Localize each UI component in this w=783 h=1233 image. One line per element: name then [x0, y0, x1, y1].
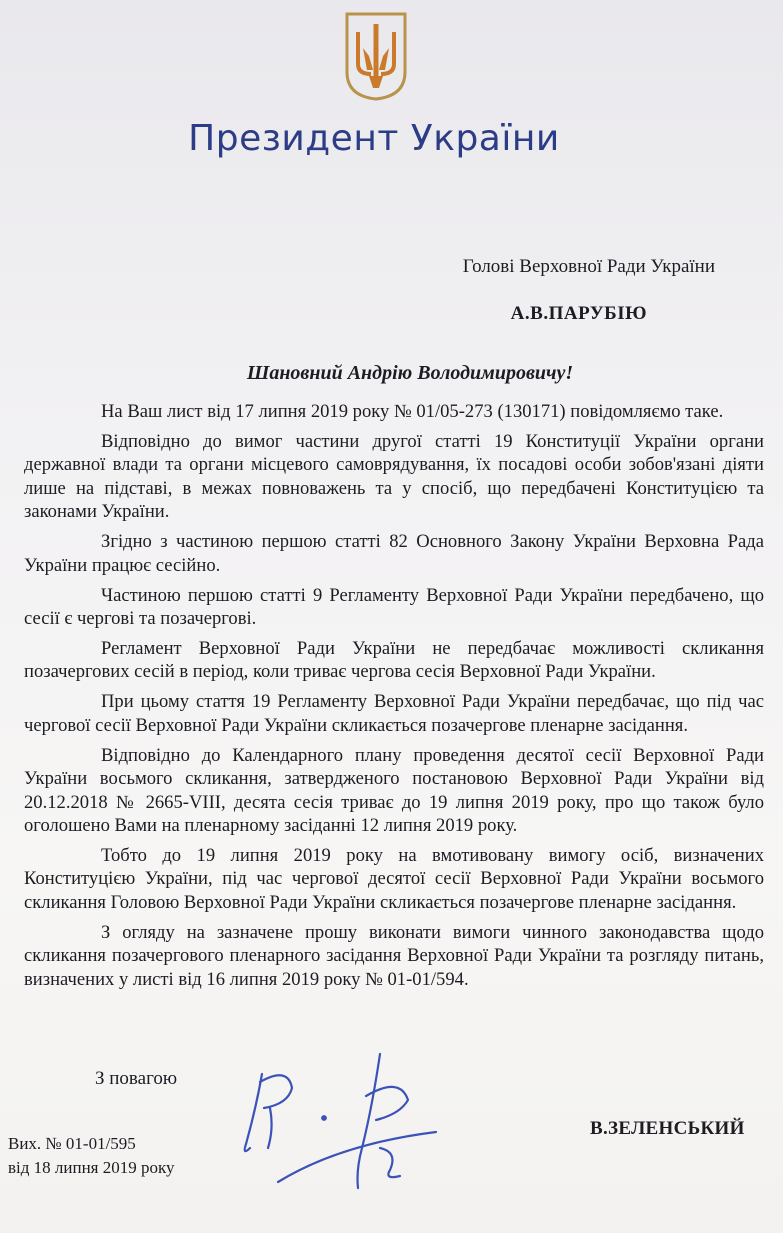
paragraph: Відповідно до вимог частини другої статті 19 Конституції України органи державної влади та органи місцевого самоврядування, їх посадові особи зобов'язані діяти лише на підставі, в межах повноважень та у спосіб, що передбачені Конституцією та законами України. [24, 431, 764, 523]
letterhead-title: Президент України [188, 118, 560, 159]
paragraph: Частиною першою статті 9 Регламенту Верховної Ради України передбачено, що сесії є чергові та позачергові. [24, 584, 764, 630]
paragraph: З огляду на зазначене прошу виконати вимоги чинного законодавства щодо скликання позачергового пленарного засідання Верховної Ради України та розгляду питань, визначених у листі від 16 липня 2019 року № 01-01/594. [24, 921, 764, 990]
handwritten-signature [230, 1048, 450, 1198]
paragraph: Відповідно до Календарного плану проведення десятої сесії Верховної Ради України восьмого скликання, затвердженого постановою Верховної Ради України від 20.12.2018 № 2665-VIII, десята сесія триває до 19 липня 2019 року, про що також було оголошено Вами на пленарному засіданні 12 липня 2019 року. [24, 744, 764, 837]
paragraph: Тобто до 19 липня 2019 року на вмотивовану вимогу осіб, визначених Конституцією України, під час чергової десятої сесії Верховної Ради України восьмого скликання Головою Верховної Ради України скликається позачергове пленарне засідання. [24, 845, 764, 913]
addressee-line: Голові Верховної Ради України [462, 256, 715, 277]
addressee-name: А.В.ПАРУБІЮ [510, 303, 647, 324]
trident-coat-of-arms-icon [343, 10, 409, 102]
signatory-name: В.ЗЕЛЕНСЬКИЙ [590, 1118, 745, 1139]
paragraph: На Ваш лист від 17 липня 2019 року № 01/05-273 (130171) повідомляємо таке. [101, 401, 724, 422]
paragraph: При цьому стаття 19 Регламенту Верховної Ради України передбачає, що під час чергової сесії Верховної Ради України скликається позачергове пленарне засідання. [24, 691, 764, 736]
closing-phrase: З повагою [95, 1068, 178, 1089]
salutation: Шановний Андрію Володимировичу! [246, 362, 574, 384]
paragraph: Регламент Верховної Ради України не передбачає можливості скликання позачергових сесій в період, коли триває чергова сесія Верховної Ради України. [24, 638, 764, 683]
paragraph: Згідно з частиною першою статті 82 Основного Закону України Верховна Рада України працює сесійно. [24, 531, 764, 576]
outgoing-number: Вих. № 01-01/595 [8, 1134, 136, 1153]
outgoing-reference [8, 1132, 175, 1180]
outgoing-date: від 18 липня 2019 року [8, 1158, 175, 1177]
letter-body [24, 400, 764, 998]
